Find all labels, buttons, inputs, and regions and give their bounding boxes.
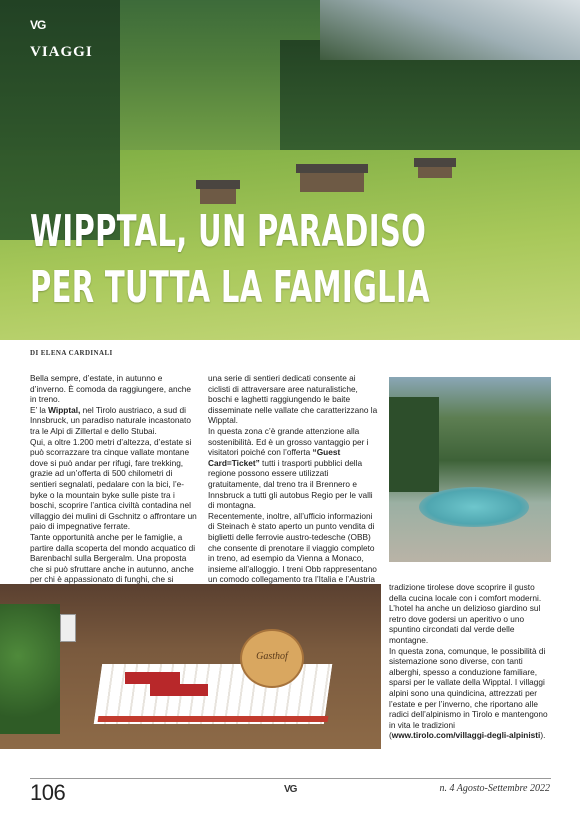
- link-text: www.tirolo.com/villaggi-degli-alpinisti: [391, 730, 541, 741]
- issue-info: n. 4 Agosto-Settembre 2022: [439, 783, 550, 794]
- footer-divider: [30, 778, 551, 779]
- wooden-sign: [240, 629, 304, 688]
- alpine-hut: [300, 172, 364, 192]
- paragraph: L’hotel ha anche un delizioso giardino sul retro dove godersi un aperitivo o uno spuntino circondati dal verde delle montagne.: [389, 603, 541, 645]
- footer-logo: VG: [284, 784, 297, 795]
- title-line: PER TUTTA LA FAMIGLIA: [30, 262, 430, 313]
- paragraph: una serie di sentieri dedicati consente ai ciclisti di attraversare aree naturalistiche, boschi e laghetti raggiungendo le baite disseminate nelle vallate che caratterizzano la Wipptal.: [208, 373, 378, 426]
- paragraph: Bella sempre, d’estate, in autunno e d’inverno. È comoda da raggiungere, anche in treno.: [30, 373, 191, 405]
- paragraph: Recentemente, inoltre, all’ufficio informazioni di Steinach è stato aperto un punto vendita di biglietti delle ferrovie austro-tedesche (OBB) che consente di prenotare il viaggio completo in treno, ad esempio da Vienna a Monaco, insieme all’alloggio. I treni Obb rappresentano un comodo collegamento tra l’Italia e l’Austria: [208, 511, 378, 617]
- trees: [389, 397, 439, 492]
- paragraph: E’ la Wipptal, nel Tirolo austriaco, a sud di Innsbruck, un paradiso naturale incastonato tra le Alpi di Zillertal e dello Stubai.: [30, 404, 191, 436]
- tablecloth-stripe: [98, 716, 329, 722]
- alpine-hut: [418, 166, 452, 178]
- alpine-hut: [200, 188, 236, 204]
- title-line: WIPPTAL, UN PARADISO: [30, 206, 427, 257]
- byline: DI ELENA CARDINALI: [30, 349, 113, 357]
- magazine-logo: VG: [30, 18, 46, 32]
- lantern: [60, 614, 76, 642]
- napkin: [125, 672, 180, 684]
- lake-water: [419, 487, 529, 527]
- paragraph: Tante opportunità anche per le famiglie, a partire dalla scoperta del mondo acquatico di Barenbachl sulla Bergeralm. Una proposta che si può sfruttare anche in autunno, anche per chi è appassionato di funghi, che si: [30, 531, 196, 585]
- text-column-3: [389, 582, 551, 741]
- napkin: [150, 684, 208, 696]
- paragraph: tradizione tirolese dove scoprire il gusto della cucina locale con i comfort moderni.: [389, 582, 542, 603]
- paragraph: Qui, a oltre 1.200 metri d’altezza, d’estate si può scorrazzare tra cinque vallate montane dove si può andar per rifugi, fare trekking, grazie ad un’offerta di 500 chilometri di sentieri segnalati, pedalare con la bici, l’e-byke o la mountain byke sulle piste tra i boschi, scoprire l’antica civiltà contadina nel villaggio dei mulini di Gschnitz o affrontare un paio di impegnative ferrate.: [30, 436, 197, 532]
- paragraph: In questa zona c’è grande attenzione alla sostenibilità. Ed è un grosso vantaggio per i visitatori poiché con l’offerta “Guest Card=Ticket” tutti i trasporti pubblici della regione possono essere utilizzati gratuitamente, dal treno tra il Brennero e Innsbruck a tutti gli autobus Regio per le valli di montagna.: [208, 425, 373, 511]
- paragraph: In questa zona, comunque, le possibilità di sistemazione sono diverse, con tanti alberghi, spesso a conduzione familiare, sparsi per le vallate della Wipptal. I villaggi alpini sono una quindicina, attrezzati per l’estate e per l’inverno, che riportano alle radici dell’alpinismo in Tirolo e mantengono in vita le tradizioni (www.tirolo.com/villaggi-degli-alpinisti).: [389, 645, 548, 741]
- sign-text: Gasthof: [256, 651, 288, 662]
- article-title: [30, 204, 430, 316]
- plants: [0, 604, 60, 734]
- section-label: VIAGGI: [30, 44, 93, 60]
- mountain: [320, 0, 580, 60]
- lake-photo: [389, 377, 551, 562]
- page-number: 106: [30, 780, 66, 805]
- terrace-photo: [0, 584, 381, 749]
